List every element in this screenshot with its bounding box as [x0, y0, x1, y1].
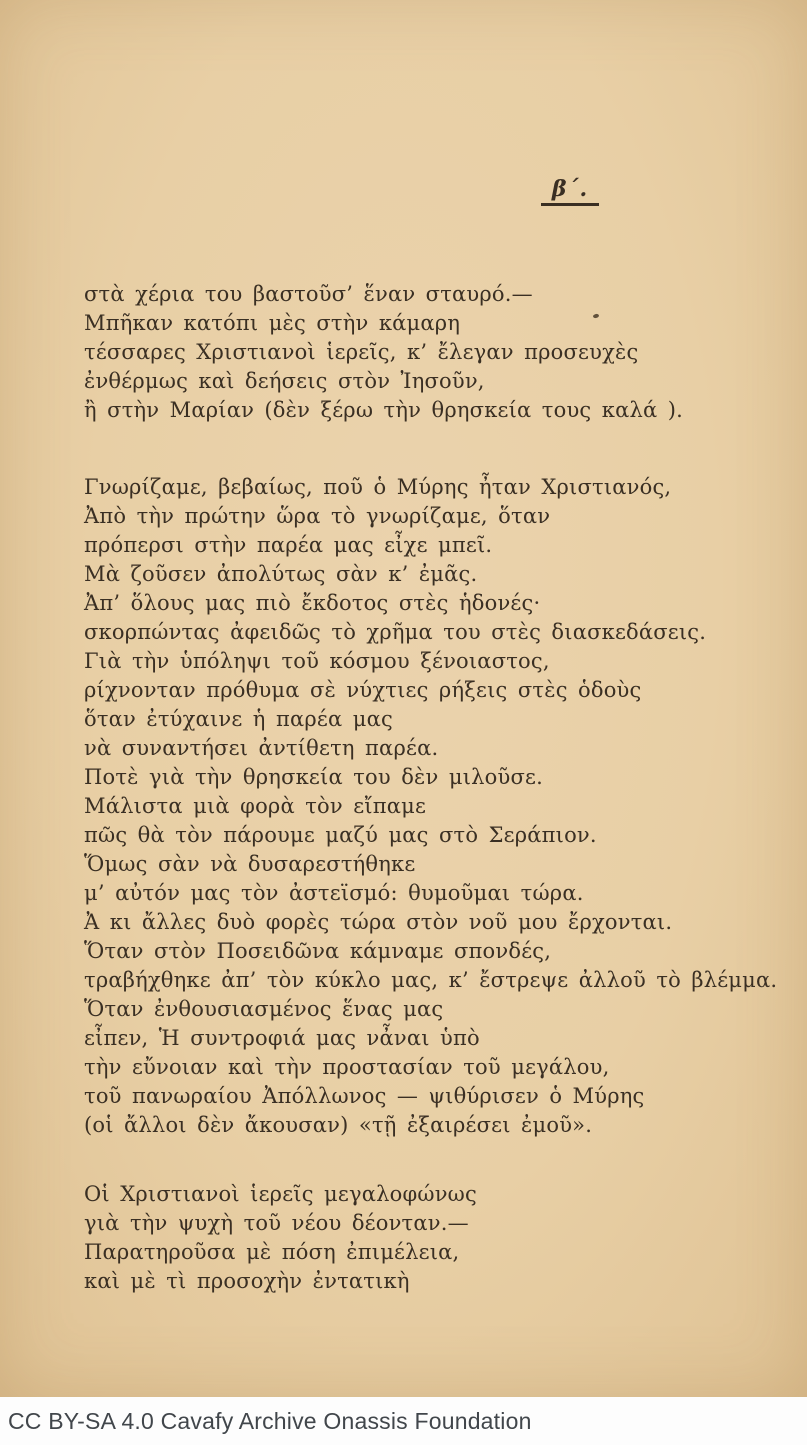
license-text: CC BY-SA 4.0 Cavafy Archive Onassis Foundation — [8, 1407, 532, 1434]
poem-line: μ’ αὐτόν μας τὸν ἀστεϊσμό: θυμοῦμαι τώρα. — [84, 881, 584, 905]
poem-line: τὴν εὔνοιαν καὶ τὴν προστασίαν τοῦ μεγάλου, — [84, 1055, 610, 1079]
poem-line: Ὅταν στὸν Ποσειδῶνα κάμναμε σπονδές, — [84, 939, 552, 963]
poem-line: Ὅταν ἐνθουσιασμένος ἕνας μας — [84, 997, 444, 1021]
poem-stanza-3 — [84, 1180, 777, 1296]
poem-line: Γνωρίζαμε, βεβαίως, ποῦ ὁ Μύρης ἦταν Χριστιανός, — [84, 475, 672, 499]
poem-line: Οἱ Χριστιανοὶ ἱερεῖς μεγαλοφώνως — [84, 1182, 477, 1206]
poem-line: Ἀ κι ἄλλες δυὸ φορὲς τώρα στὸν νοῦ μου ἔρχονται. — [84, 910, 673, 934]
poem-line: Ἀπ’ ὅλους μας πιὸ ἔκδοτος στὲς ἡδονές· — [84, 591, 541, 615]
poem-line: τοῦ πανωραίου Ἀπόλλωνος — ψιθύρισεν ὁ Μύρης — [84, 1084, 645, 1108]
poem-line: Μάλιστα μιὰ φορὰ τὸν εἴπαμε — [84, 794, 427, 818]
poem-line: ὅταν ἐτύχαινε ἡ παρέα μας — [84, 707, 393, 731]
poem-line: Μὰ ζοῦσεν ἀπολύτως σὰν κ’ ἐμᾶς. — [84, 562, 478, 586]
poem-stanza-1 — [84, 280, 777, 425]
poem-line: (οἱ ἄλλοι δὲν ἄκουσαν) «τῇ ἐξαιρέσει ἐμοῦ». — [84, 1113, 593, 1137]
poem-line: εἶπεν, Ἡ συντροφιά μας νἆναι ὑπὸ — [84, 1026, 480, 1050]
poem-line: ἢ στὴν Μαρίαν (δὲν ξέρω τὴν θρησκεία τους καλά ). — [84, 398, 683, 422]
poem-line: νὰ συναντήσει ἀντίθετη παρέα. — [84, 736, 439, 760]
poem-line: ἐνθέρμως καὶ δεήσεις στὸν Ἰησοῦν, — [84, 369, 485, 393]
poem-line: καὶ μὲ τὶ προσοχὴν ἐντατικὴ — [84, 1269, 410, 1293]
poem-line: στὰ χέρια του βαστοῦσ’ ἕναν σταυρό.— — [84, 282, 533, 306]
poem-line: Ἀπὸ τὴν πρώτην ὥρα τὸ γνωρίζαμε, ὅταν — [84, 504, 551, 528]
poem-line: σκορπώντας ἀφειδῶς τὸ χρῆμα του στὲς διασκεδάσεις. — [84, 620, 707, 644]
poem-line: γιὰ τὴν ψυχὴ τοῦ νέου δέονταν.— — [84, 1211, 469, 1235]
poem-stanza-2 — [84, 473, 777, 1140]
page-number-mark: β΄. — [541, 176, 599, 206]
poem-line: Μπῆκαν κατόπι μὲς στὴν κάμαρη — [84, 311, 461, 335]
poem-line: τέσσαρες Χριστιανοὶ ἱερεῖς, κ’ ἔλεγαν προσευχὲς — [84, 340, 639, 364]
poem-line: Ὅμως σὰν νὰ δυσαρεστήθηκε — [84, 852, 416, 876]
poem-line: τραβήχθηκε ἀπ’ τὸν κύκλο μας, κ’ ἔστρεψε ἀλλοῦ τὸ βλέμμα. — [84, 968, 778, 992]
poem-line: Γιὰ τὴν ὑπόληψι τοῦ κόσμου ξένοιαστος, — [84, 649, 550, 673]
poem-line: Ποτὲ γιὰ τὴν θρησκεία του δὲν μιλοῦσε. — [84, 765, 543, 789]
poem-line: Παρατηροῦσα μὲ πόση ἐπιμέλεια, — [84, 1240, 460, 1264]
poem-line: ρίχνονταν πρόθυμα σὲ νύχτιες ρήξεις στὲς ὁδοὺς — [84, 678, 642, 702]
poem-line: πῶς θὰ τὸν πάρουμε μαζύ μας στὸ Σεράπιον. — [84, 823, 597, 847]
poem-line: πρόπερσι στὴν παρέα μας εἶχε μπεῖ. — [84, 533, 493, 557]
license-bar — [0, 1397, 807, 1445]
